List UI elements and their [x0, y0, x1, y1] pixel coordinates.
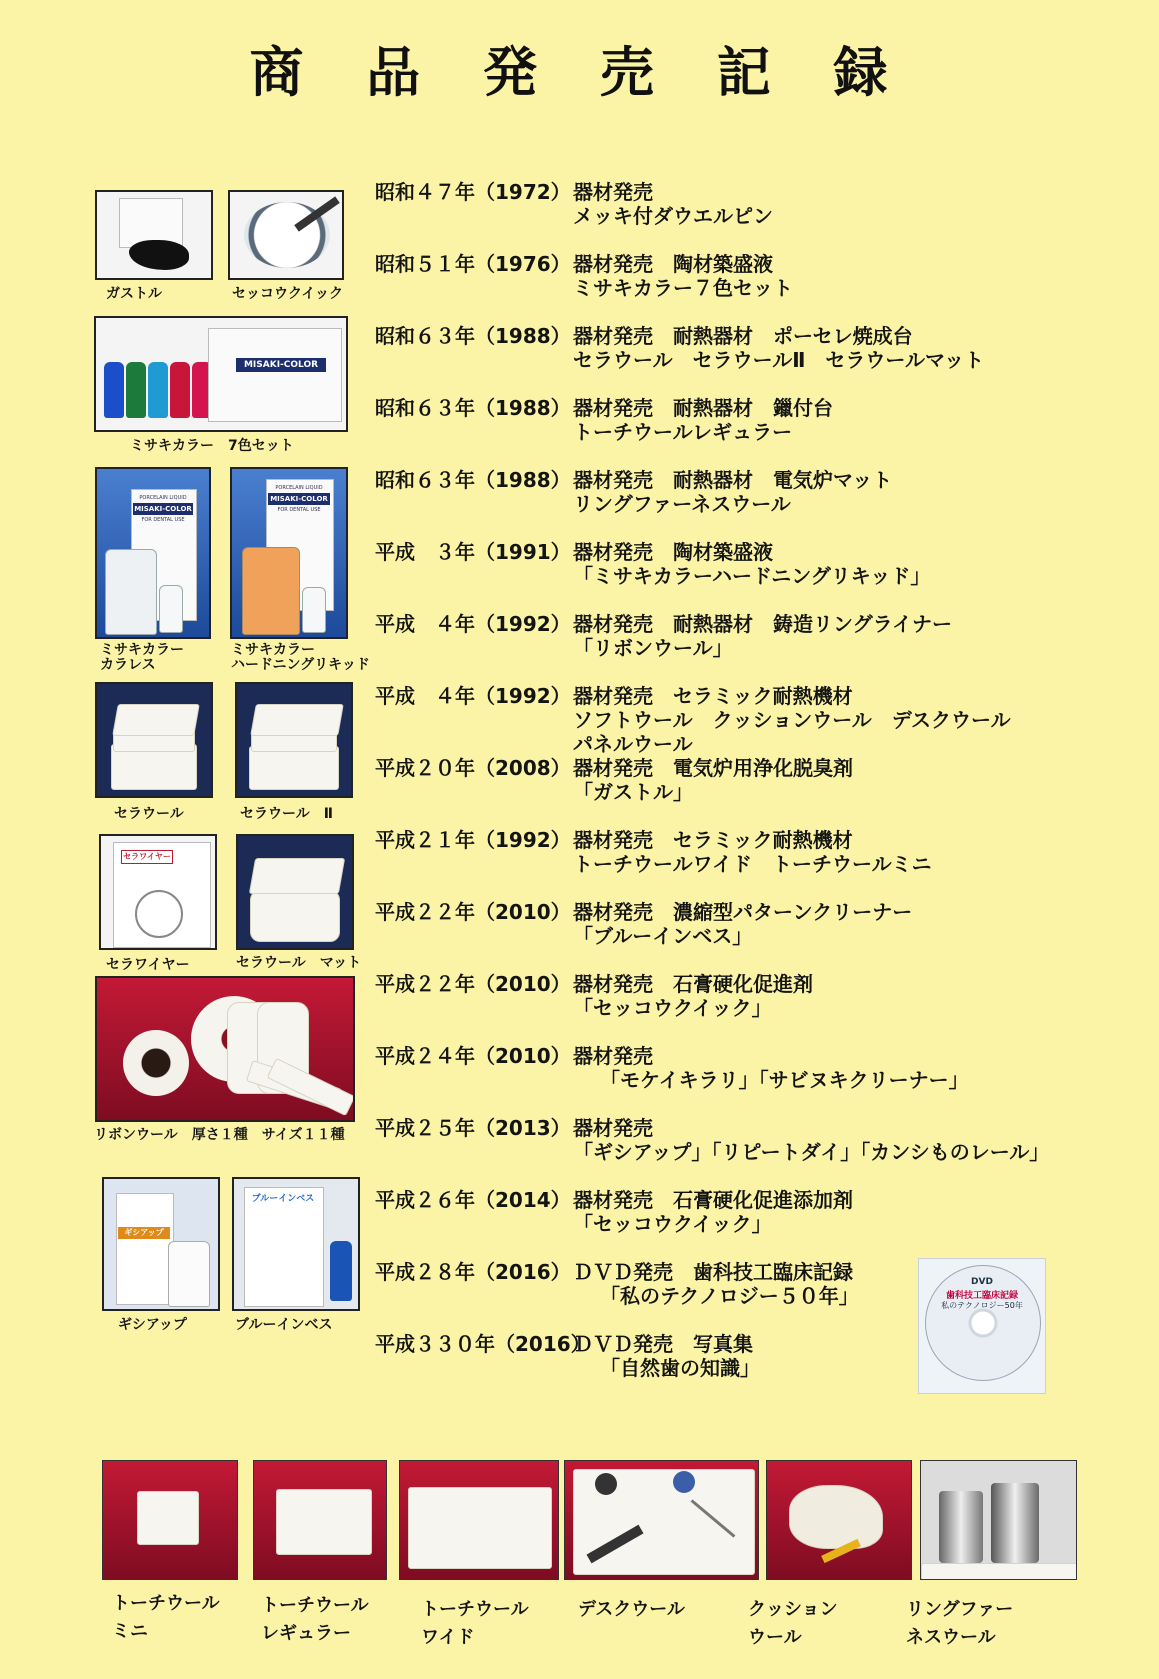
porcelain-liquid-label: PORCELAIN LIQUID [275, 485, 323, 491]
record-date: 平成２２年（2010） [375, 900, 571, 924]
record-line: セラウール セラウールⅡ セラウールマット [573, 348, 985, 372]
record-date: 平成 ３年（1991） [375, 540, 571, 564]
torch-wool-mini-photo [102, 1460, 238, 1580]
bottom-caption-2: トーチウール レギュラー [261, 1595, 369, 1644]
record-line: 器材発売 耐熱器材 ポーセレ焼成台 [573, 324, 913, 348]
gastoru-photo [95, 190, 213, 280]
record-5 [375, 464, 1155, 536]
dvd-image [918, 1258, 1046, 1394]
hardening-caption-2: ハードニングリキッド [231, 657, 370, 673]
bottom-caption-6: リングファー ネスウール [906, 1599, 1014, 1648]
hardening-caption-1: ミサキカラー [231, 642, 315, 658]
record-date: 平成２２年（2010） [375, 972, 571, 996]
record-line: 「ガストル」 [573, 780, 693, 804]
dvd-title: 歯科技工臨床記録 [945, 1291, 1018, 1301]
porcelain-liquid-label: PORCELAIN LIQUID [139, 495, 187, 501]
record-line: 器材発売 陶材築盛液 [573, 252, 773, 276]
record-line: メッキ付ダウエルピン [573, 204, 773, 228]
record-line: 器材発売 石膏硬化促進添加剤 [573, 1188, 853, 1212]
serawire-label: セラワイヤー [121, 850, 173, 864]
record-date: 昭和６３年（1988） [375, 468, 571, 492]
record-line: 器材発売 電気炉用浄化脱臭剤 [573, 756, 853, 780]
gishiup-label: ギシアップ [118, 1227, 170, 1239]
for-dental-use-label: FOR DENTAL USE [141, 517, 185, 523]
record-line: トーチウールレギュラー [573, 420, 793, 444]
bottom-caption-4: デスクウール [578, 1599, 685, 1620]
serawire-photo [99, 834, 217, 950]
record-line: 「モケイキラリ」「サビヌキクリーナー」 [600, 1068, 969, 1092]
record-line: 器材発売 陶材築盛液 [573, 540, 773, 564]
record-line: 器材発売 耐熱器材 鋳造リングライナー [573, 612, 952, 636]
record-line: 「セッコウクイック」 [573, 1212, 772, 1236]
record-line: 「ブルーインベス」 [573, 924, 753, 948]
record-line: ミサキカラー７色セット [573, 276, 793, 300]
record-line: 器材発売 [573, 1116, 653, 1140]
record-line: トーチウールワイド トーチウールミニ [573, 852, 932, 876]
gishiup-caption: ギシアップ [118, 1317, 187, 1333]
record-line: パネルウール [573, 732, 693, 756]
serawool-mat-caption: セラウール マット [236, 955, 362, 971]
record-date: 平成 ４年（1992） [375, 684, 571, 708]
bottom-caption-5: クッション ウール [748, 1599, 838, 1648]
blue-inves-caption: ブルーインベス [235, 1317, 333, 1333]
sekkou-quick-photo [228, 190, 344, 280]
cushion-wool-photo [766, 1460, 912, 1580]
ring-furnace-wool-photo [920, 1460, 1077, 1580]
colorless-caption-2: カラレス [100, 657, 156, 673]
serawool-2-photo [235, 682, 353, 798]
record-line: 「セッコウクイック」 [573, 996, 772, 1020]
record-date: 平成２６年（2014） [375, 1188, 571, 1212]
serawire-caption: セラワイヤー [106, 957, 190, 973]
record-line: 器材発売 耐熱器材 鑞付台 [573, 396, 833, 420]
record-3 [375, 320, 1155, 392]
record-line: 器材発売 [573, 180, 653, 204]
record-date: 昭和６３年（1988） [375, 396, 571, 420]
record-line: 器材発売 石膏硬化促進剤 [573, 972, 813, 996]
record-11 [375, 896, 1155, 968]
record-date: 平成２８年（2016） [375, 1260, 571, 1284]
serawool-mat-photo [236, 834, 354, 950]
record-date: 平成２１年（1992） [375, 828, 571, 852]
record-line: 「私のテクノロジー５０年」 [600, 1284, 859, 1308]
record-line: 「自然歯の知識」 [600, 1356, 760, 1380]
record-line: ＤＶＤ発売 写真集 [573, 1332, 753, 1356]
record-date: 平成２５年（2013） [375, 1116, 571, 1140]
dvd-label: DVD [971, 1277, 993, 1287]
ribbon-wool-photo [95, 976, 355, 1122]
serawool-2-caption: セラウール Ⅱ [240, 806, 333, 822]
record-7 [375, 608, 1155, 680]
sekkou-quick-caption: セッコウクイック [232, 286, 344, 302]
record-date: 昭和４７年（1972） [375, 180, 571, 204]
record-line: 「ミサキカラーハードニングリキッド」 [573, 564, 931, 588]
record-line: 器材発売 [573, 1044, 653, 1068]
bottom-caption-1: トーチウール ミニ [112, 1593, 220, 1642]
record-line: 器材発売 耐熱器材 電気炉マット [573, 468, 893, 492]
misaki-color-label: MISAKI-COLOR [134, 505, 192, 513]
misaki-color-label: MISAKI-COLOR [268, 493, 330, 505]
record-2 [375, 248, 1155, 320]
gishiup-photo [102, 1177, 220, 1311]
record-1 [375, 176, 1155, 248]
record-8 [375, 680, 1155, 756]
gastoru-caption: ガストル [106, 286, 162, 302]
record-line: 「ギシアップ」「リピートダイ」「カンシものレール」 [573, 1140, 1050, 1164]
misaki-color-hardening-photo [230, 467, 348, 639]
bottom-caption-3: トーチウール ワイド [421, 1599, 529, 1648]
record-line: 「リボンウール」 [573, 636, 733, 660]
serawool-photo [95, 682, 213, 798]
record-line: 器材発売 濃縮型パターンクリーナー [573, 900, 913, 924]
misaki-color-7set-photo [94, 316, 348, 432]
record-14 [375, 1112, 1155, 1184]
record-date: 平成２４年（2010） [375, 1044, 571, 1068]
serawool-caption: セラウール [114, 806, 184, 822]
ribbon-wool-caption: リボンウール 厚さ１種 サイズ１１種 [94, 1127, 345, 1143]
torch-wool-regular-photo [253, 1460, 387, 1580]
blue-inves-photo [232, 1177, 360, 1311]
blue-inves-label: ブルーインベス [251, 1194, 315, 1204]
record-9 [375, 752, 1155, 824]
misaki-color-label: MISAKI-COLOR [236, 358, 326, 372]
record-date: 平成 ４年（1992） [375, 612, 571, 636]
release-records [375, 176, 1155, 1400]
record-date: 昭和５１年（1976） [375, 252, 571, 276]
record-line: ＤＶＤ発売 歯科技工臨床記録 [573, 1260, 853, 1284]
for-dental-use-label: FOR DENTAL USE [277, 507, 321, 513]
page-title: 商 品 発 売 記 録 [249, 41, 910, 104]
torch-wool-wide-photo [399, 1460, 559, 1580]
record-date: 平成２０年（2008） [375, 756, 571, 780]
record-13 [375, 1040, 1155, 1112]
record-6 [375, 536, 1155, 608]
record-4 [375, 392, 1155, 464]
record-line: 器材発売 セラミック耐熱機材 [573, 684, 853, 708]
dvd-subtitle: 私のテクノロジー50年 [941, 1301, 1023, 1310]
misaki-color-colorless-photo [95, 467, 211, 639]
record-15 [375, 1184, 1155, 1256]
misaki-color-7set-caption: ミサキカラー 7色セット [130, 438, 294, 454]
record-line: 器材発売 セラミック耐熱機材 [573, 828, 853, 852]
colorless-caption-1: ミサキカラー [100, 642, 184, 658]
record-12 [375, 968, 1155, 1040]
record-10 [375, 824, 1155, 896]
record-line: リングファーネスウール [573, 492, 791, 516]
record-line: ソフトウール クッションウール デスクウール [573, 708, 1011, 732]
record-date: 昭和６３年（1988） [375, 324, 571, 348]
desk-wool-photo [564, 1460, 759, 1580]
record-date: 平成３３０年（2016） [375, 1332, 591, 1356]
